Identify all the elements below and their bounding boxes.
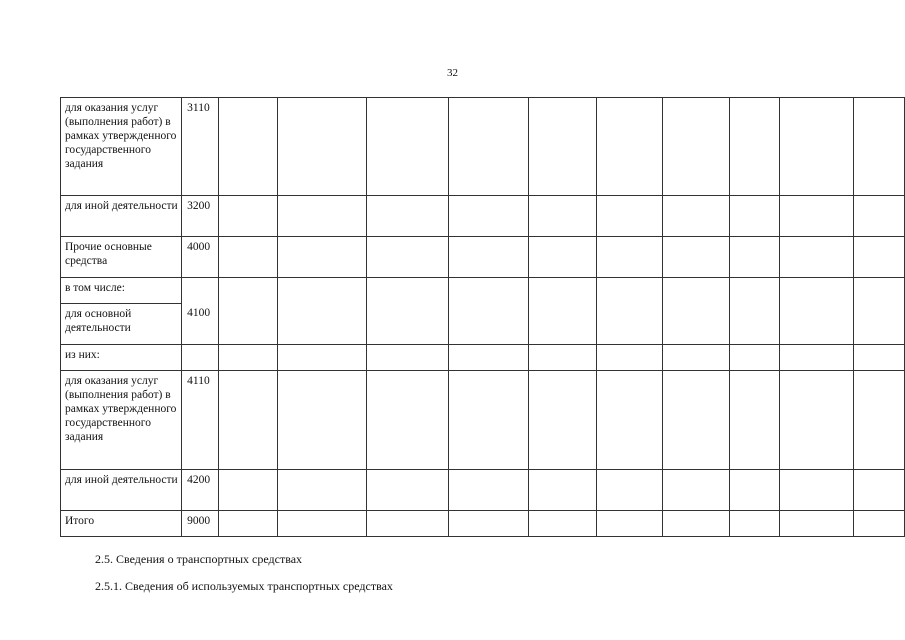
row-code: 4000 xyxy=(182,237,219,278)
table-row xyxy=(61,371,905,470)
empty-cell xyxy=(218,511,277,537)
empty-cell xyxy=(729,196,780,237)
empty-cell xyxy=(366,470,448,511)
empty-cell xyxy=(278,98,366,196)
table-row xyxy=(61,278,905,304)
table-row xyxy=(61,237,905,278)
empty-cell xyxy=(597,278,662,345)
empty-cell xyxy=(662,371,729,470)
empty-cell xyxy=(366,345,448,371)
empty-cell xyxy=(448,237,529,278)
empty-cell xyxy=(366,511,448,537)
empty-cell xyxy=(854,98,905,196)
empty-cell xyxy=(662,196,729,237)
empty-cell xyxy=(854,345,905,371)
empty-cell xyxy=(780,470,854,511)
empty-cell xyxy=(448,98,529,196)
empty-cell xyxy=(218,345,277,371)
empty-cell xyxy=(529,470,597,511)
row-label: для иной деятельности xyxy=(61,470,182,511)
page-number: 32 xyxy=(447,67,458,79)
empty-cell xyxy=(278,511,366,537)
empty-cell xyxy=(529,237,597,278)
empty-cell xyxy=(597,371,662,470)
empty-cell xyxy=(218,98,277,196)
empty-cell xyxy=(597,345,662,371)
row-label: из них: xyxy=(61,345,182,371)
empty-cell xyxy=(780,98,854,196)
empty-cell xyxy=(780,278,854,345)
empty-cell xyxy=(729,345,780,371)
empty-cell xyxy=(729,470,780,511)
empty-cell xyxy=(780,196,854,237)
empty-cell xyxy=(854,278,905,345)
empty-cell xyxy=(448,278,529,345)
empty-cell xyxy=(662,511,729,537)
empty-cell xyxy=(729,278,780,345)
empty-cell xyxy=(597,98,662,196)
empty-cell xyxy=(529,511,597,537)
row-label: для оказания услуг (выполнения работ) в рамках утвержденного государственного задания xyxy=(61,371,182,470)
empty-cell xyxy=(729,511,780,537)
empty-cell xyxy=(854,371,905,470)
empty-cell xyxy=(529,196,597,237)
empty-cell xyxy=(218,371,277,470)
empty-cell xyxy=(597,511,662,537)
empty-cell xyxy=(597,196,662,237)
table-row xyxy=(61,345,905,371)
empty-cell xyxy=(729,371,780,470)
row-code: 3200 xyxy=(182,196,219,237)
fixed-assets-table xyxy=(60,97,905,537)
empty-cell xyxy=(366,278,448,345)
empty-cell xyxy=(278,371,366,470)
row-label: Прочие основные средства xyxy=(61,237,182,278)
empty-cell xyxy=(278,470,366,511)
empty-cell xyxy=(662,237,729,278)
empty-cell xyxy=(448,371,529,470)
empty-cell xyxy=(366,371,448,470)
empty-cell xyxy=(780,345,854,371)
empty-cell xyxy=(366,237,448,278)
empty-cell xyxy=(448,511,529,537)
row-label: в том числе: xyxy=(61,278,182,304)
empty-cell xyxy=(529,345,597,371)
empty-cell xyxy=(278,278,366,345)
empty-cell xyxy=(662,345,729,371)
section-heading-transport: 2.5. Сведения о транспортных средствах xyxy=(95,552,303,566)
empty-cell xyxy=(218,278,277,345)
empty-cell xyxy=(662,470,729,511)
empty-cell xyxy=(278,196,366,237)
empty-cell xyxy=(218,237,277,278)
row-code: 4110 xyxy=(182,371,219,470)
empty-cell xyxy=(729,237,780,278)
empty-cell xyxy=(854,470,905,511)
table-row xyxy=(61,511,905,537)
empty-cell xyxy=(218,196,277,237)
empty-cell xyxy=(366,98,448,196)
empty-cell xyxy=(597,470,662,511)
empty-cell xyxy=(854,237,905,278)
empty-cell xyxy=(780,371,854,470)
empty-cell xyxy=(854,196,905,237)
table-row xyxy=(61,98,905,196)
row-label: Итого xyxy=(61,511,182,537)
empty-cell xyxy=(278,237,366,278)
table-row xyxy=(61,196,905,237)
empty-cell xyxy=(448,345,529,371)
empty-cell xyxy=(780,511,854,537)
row-code: 4100 xyxy=(182,278,219,345)
row-code: 3110 xyxy=(182,98,219,196)
empty-cell xyxy=(278,345,366,371)
row-label: для иной деятельности xyxy=(61,196,182,237)
empty-cell xyxy=(854,511,905,537)
row-label: для оказания услуг (выполнения работ) в рамках утвержденного государственного задания xyxy=(61,98,182,196)
empty-cell xyxy=(218,470,277,511)
row-code: 9000 xyxy=(182,511,219,537)
row-code xyxy=(182,345,219,371)
section-heading-used-transport: 2.5.1. Сведения об используемых транспортных средствах xyxy=(95,579,393,593)
empty-cell xyxy=(780,237,854,278)
empty-cell xyxy=(529,278,597,345)
row-code: 4200 xyxy=(182,470,219,511)
empty-cell xyxy=(729,98,780,196)
empty-cell xyxy=(366,196,448,237)
row-label: для основной деятельности xyxy=(61,304,182,345)
empty-cell xyxy=(529,371,597,470)
empty-cell xyxy=(597,237,662,278)
empty-cell xyxy=(448,196,529,237)
empty-cell xyxy=(662,98,729,196)
table-row xyxy=(61,470,905,511)
empty-cell xyxy=(448,470,529,511)
empty-cell xyxy=(662,278,729,345)
empty-cell xyxy=(529,98,597,196)
